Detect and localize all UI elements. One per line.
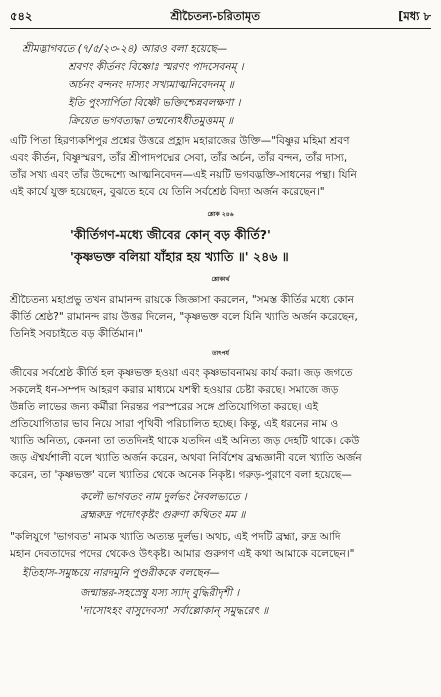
- intro-line: শ্রীমদ্ভাগবতে (৭/৫/২৩-২৪) আরও বলা হয়েছে—: [22, 43, 228, 55]
- verse-line: অর্চনং বন্দনং দাস্যং সখ্যমাত্মনিবেদনম্ ॥: [68, 79, 234, 91]
- paragraph-line: তাঁর সখ্য এবং তাঁর উদ্দেশ্যে আত্মনিবেদন—এই নয়টি ভগবদ্ভক্তি-সাধনের পন্থা। যিনি: [10, 169, 357, 181]
- quote-verse-line: জন্মান্তর-সহস্রেষু যস্য স্যাদ্ বুদ্ধিরীদৃশী ।: [80, 587, 240, 599]
- purport-line: খ্যাতি অনিত্য, কেননা তা ততদিনই থাকে যতদিন এই অনিত্য জড় দেহটি থাকে। কেউ: [10, 435, 360, 447]
- header-rule: [10, 28, 431, 29]
- intro-line: ইতিহাস-সমুচ্চয়ে নারদমুনি পুণ্ডরীককে বলছেন—: [22, 567, 220, 579]
- quote-verse-line: ব্রহ্মরুদ্র পদোৎকৃষ্টং গুরুণা কথিতং মম ॥: [80, 509, 246, 521]
- translation-line: কীর্তি শ্রেষ্ঠ?" রামানন্দ রায় উত্তর দিলেন, "কৃষ্ণভক্ত বলে যিনি খ্যাতি অর্জন করেছেন,: [10, 311, 358, 323]
- page-number: ৫৪২: [10, 8, 33, 23]
- running-title: শ্রীচৈতন্য-চরিতামৃত: [170, 8, 260, 23]
- purport-line: মহান দেবতাদের পদের থেকেও উৎকৃষ্ট। আমার গুরুগণ এই কথা আমাকে বলেছেন।": [10, 548, 355, 560]
- paragraph-line: এবং কীর্তন, বিষ্ণুস্মরণ, তাঁর শ্রীপাদপদ্মের সেবা, তাঁর অর্চন, তাঁর বন্দন, তাঁর দাস্য,: [10, 152, 348, 164]
- purport-heading: তাৎপর্য: [212, 350, 229, 357]
- verse-text-line: 'কৃষ্ণভক্ত বলিয়া যাঁহার হয় খ্যাতি ॥' ২৪৬ ॥: [70, 249, 289, 264]
- purport-line: করেন, তা 'কৃষ্ণভক্ত' বলে খ্যাতির থেকে অনেক নিকৃষ্ট। গরুড়-পুরাণে বলা হয়েছে—: [10, 469, 352, 481]
- verse-number: শ্লোক ২৪৬: [207, 211, 234, 218]
- verse-line: ইতি পুংসার্পিতা বিষ্ণৌ ভক্তিশ্চেন্নবলক্ষণা ।: [68, 97, 241, 109]
- section-label: [মধ্য ৮: [398, 8, 431, 23]
- verse-line: শ্রবণং কীর্তনং বিষ্ণোঃ স্মরণং পাদসেবনম্ ।: [68, 61, 244, 73]
- purport-line: উন্নতি লাভের জন্য কর্মীরা নিরন্তর পরস্পরের সঙ্গে প্রতিযোগিতা করছে। এই: [10, 401, 319, 413]
- quote-verse-line: কলৌ ভাগবতং নাম দুর্লভং নৈবলভ্যতে ।: [80, 491, 247, 503]
- verse-line: ক্রিয়েত ভগবত্যদ্ধা তন্মন্যেঽধীতমুত্তমম্ ॥: [68, 115, 234, 127]
- translation-heading: শ্লোকার্থ: [211, 276, 230, 283]
- purport-line: জড় ঐশ্বর্যশালী বলে খ্যাতি অর্জন করেন, অথবা নির্বিশেষ ব্রহ্মজ্ঞানী বলে খ্যাতি অর্জন: [10, 452, 362, 464]
- purport-line: জীবের সর্বশ্রেষ্ঠ কীর্তি হল কৃষ্ণভক্ত হওয়া এবং কৃষ্ণভাবনাময় কার্য করা। জড় জগতে: [10, 367, 353, 379]
- purport-line: প্রতিযোগিতার ভাব নিয়ে সারা পৃথিবী পরিচালিত হচ্ছে। কিন্তু, এই ধরনের নাম ও: [10, 418, 339, 430]
- translation-line: তিনিই সবচাইতে বড় কীর্তিমান।": [10, 328, 143, 340]
- purport-line: "কলিযুগে 'ভাগবত' নামক খ্যাতি অত্যন্ত দুর্লভ। অথচ, এই পদটি ব্রহ্মা, রুদ্র আদি: [10, 531, 341, 543]
- verse-text-line: 'কীর্তিগণ-মধ্যে জীবের কোন্ বড় কীর্তি?': [70, 227, 271, 242]
- paragraph-line: এটি পিতা হিরণ্যকশিপুর প্রশ্নের উত্তরে প্রহ্লাদ মহারাজের উক্তি—"বিষ্ণুর মহিমা শ্রবণ: [10, 135, 350, 147]
- quote-verse-line: 'দাসোঽহং বাসুদেবস্য' সর্বাল্লোকান্ সমুদ্ধরেৎ ॥: [80, 605, 269, 617]
- paragraph-line: এই কার্যে যুক্ত হয়েছেন, বুঝতে হবে যে তিনি সর্বশ্রেষ্ঠ বিদ্যা অর্জন করেছেন।": [10, 186, 325, 198]
- translation-line: শ্রীচৈতন্য মহাপ্রভু তখন রামানন্দ রায়কে জিজ্ঞাসা করলেন, "সমস্ত কীর্তির মধ্যে কোন: [10, 294, 354, 306]
- purport-line: সকলেই ধন-সম্পদ আহরণ করার মাধ্যমে যশস্বী হওয়ার চেষ্টা করছে। সমাজে জড়: [10, 384, 339, 396]
- page-header: [10, 8, 431, 26]
